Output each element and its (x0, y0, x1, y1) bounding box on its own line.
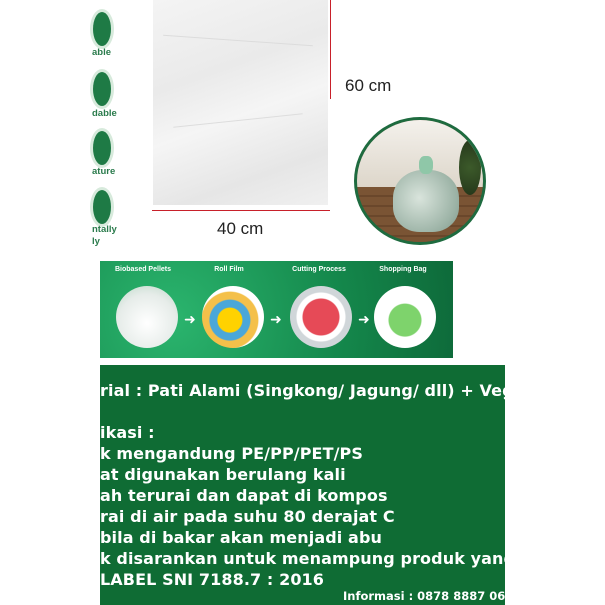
leaf-badge-icon (93, 12, 111, 46)
pellets-image (116, 286, 178, 348)
feature-label: able (92, 47, 112, 58)
plastic-bag-image (153, 0, 328, 205)
process-banner (100, 261, 453, 358)
spec-line: k disarankan untuk menampung produk yang basah (100, 549, 576, 568)
feature-label: dable (92, 108, 117, 119)
material-line: rial : Pati Alami (Singkong/ Jagung/ dll) + Vegetable Oil (100, 381, 602, 400)
spec-line: k mengandung PE/PP/PET/PS (100, 444, 363, 463)
bag-tie (419, 156, 433, 174)
cutting-process-image (290, 286, 352, 348)
roll-film-image (202, 286, 264, 348)
process-step-label: Roll Film (214, 266, 244, 273)
trash-bag-photo (354, 117, 486, 245)
height-dimension-line (330, 0, 331, 99)
spec-heading: ikasi : (100, 423, 155, 442)
spec-line: rai di air pada suhu 80 derajat C (100, 507, 395, 526)
spec-line: ah terurai dan dapat di kompos (100, 486, 388, 505)
shopping-bag-image (374, 286, 436, 348)
arrow-right-icon: ➜ (270, 311, 282, 327)
spec-line: bila di bakar akan menjadi abu (100, 528, 382, 547)
description-panel (100, 365, 505, 605)
feature-icon-strip (0, 0, 117, 258)
feature-label: ly (92, 236, 100, 247)
spec-line: at digunakan berulang kali (100, 465, 346, 484)
process-step-label: Shopping Bag (379, 266, 427, 273)
process-step-label: Cutting Process (292, 266, 346, 273)
leaf-badge-icon (93, 190, 111, 224)
contact-info: Informasi : 0878 8887 0618 (343, 589, 522, 603)
arrow-right-icon: ➜ (184, 311, 196, 327)
feature-label: ature (92, 166, 116, 177)
leaf-badge-icon (93, 72, 111, 106)
width-dimension-line (152, 210, 330, 211)
height-label: 60 cm (345, 76, 392, 95)
plant-icon (459, 140, 481, 195)
leaf-badge-icon (93, 131, 111, 165)
filled-trash-bag (393, 170, 459, 232)
width-label: 40 cm (217, 219, 264, 238)
feature-label: ntally (92, 224, 117, 235)
process-step-label: Biobased Pellets (114, 266, 172, 273)
arrow-right-icon: ➜ (358, 311, 370, 327)
sni-label-line: LABEL SNI 7188.7 : 2016 (100, 570, 325, 589)
